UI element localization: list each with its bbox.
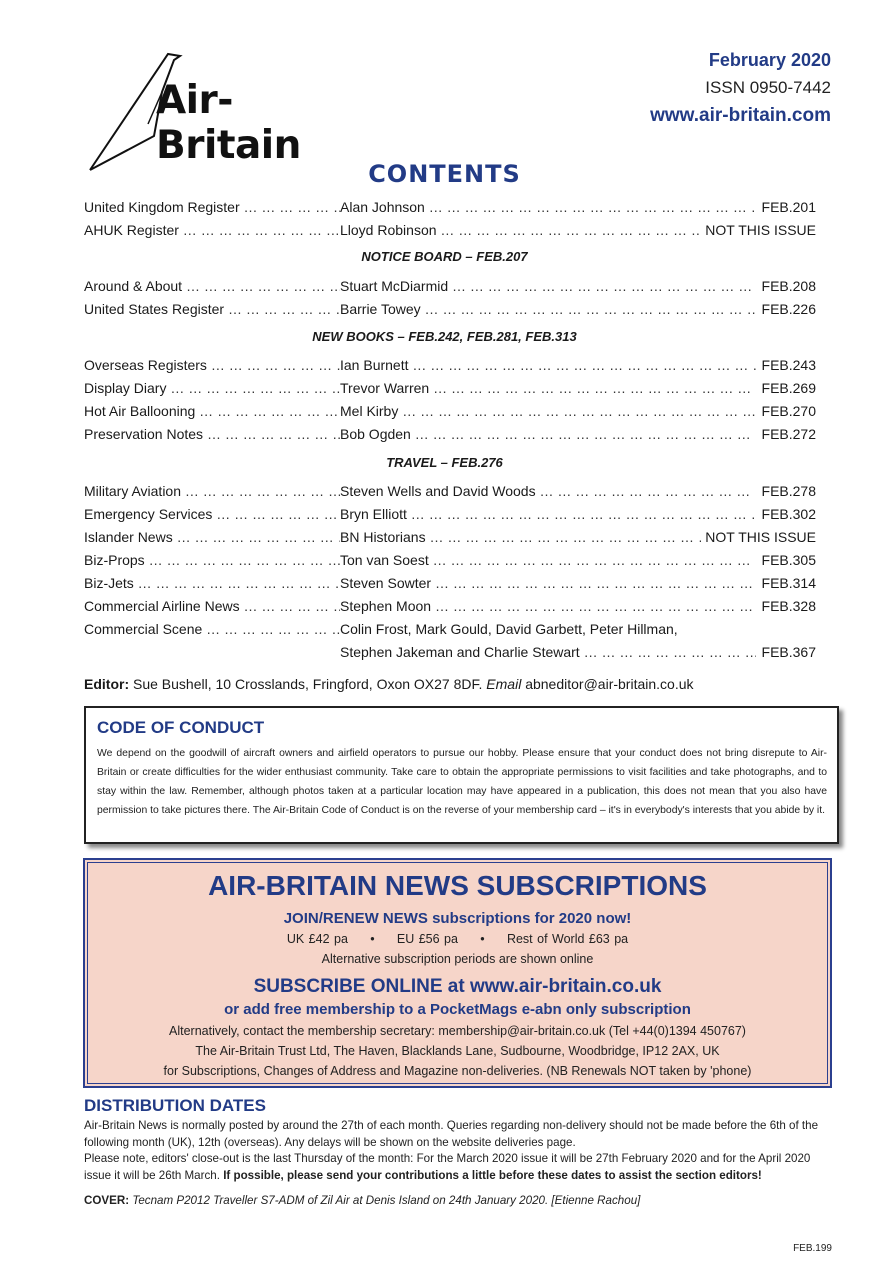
section-author: Colin Frost, Mark Gould, David Garbett, Peter Hillman, [340, 621, 678, 637]
editor-line [84, 676, 694, 692]
closeout-emphasis: If possible, please send your contributions a little before these dates to assist the section editors! [223, 1168, 762, 1182]
section-page: FEB.270 [758, 400, 816, 422]
section-page: FEB.208 [758, 275, 816, 297]
subscriptions-join: JOIN/RENEW NEWS subscriptions for 2020 now! [283, 910, 632, 927]
section-page: FEB.305 [758, 549, 816, 571]
contents-row [84, 275, 816, 297]
section-name: Commercial Airline News … … … … … … … … … … … … … … … … … … … … … … … … [84, 595, 340, 617]
section-name: Commercial Scene … … … … … … … … … … … … … … … … … … … … … … … … [84, 618, 340, 640]
contents-row [84, 219, 816, 241]
issn: ISSN 0950-7442 [705, 78, 831, 97]
section-page: NOT THIS ISSUE [701, 219, 816, 241]
contents-row [84, 298, 816, 320]
section-author: Lloyd Robinson … … … … … … … … … … … … … … … … … … … … … … … … … … … … … … … … … … … … … … … … [340, 219, 756, 241]
distribution-paragraph [84, 1151, 832, 1184]
website-link[interactable]: www.air-britain.com [650, 105, 831, 126]
pocketmags-offer: or add free membership to a PocketMags e-abn only subscription [224, 1001, 691, 1018]
price-rest-of-world: Rest of World £63 pa [506, 932, 629, 946]
distribution-body [84, 1118, 832, 1184]
section-name: Hot Air Ballooning … … … … … … … … … … … … … … … … … … … … … … … … [84, 400, 340, 422]
contents-row [84, 618, 816, 640]
contents-row [84, 503, 816, 525]
membership-contact: Alternatively, contact the membership secretary: membership@air-britain.co.uk (Tel +44(0)1394 450767) [169, 1024, 746, 1038]
code-of-conduct-body: We depend on the goodwill of aircraft owners and airfield operators to pursue our hobby. Please ensure that your conduct does not bring disrepute to Air-Britain or create difficulties for the wider enthusiast community. Take care to obtain the appropriate permissions to visit facilities and take photographs, and to stay within the law. Remember, although photos taken at a particular location may have appeared in a publication, this does not mean that you also have permission to take pictures there. The Air-Britain Code of Conduct is on the reverse of your membership card – it's in everybody's interests that you abide by it. [97, 748, 827, 816]
travel-heading: TRAVEL – FEB.276 [386, 455, 503, 470]
cover-caption [84, 1194, 640, 1207]
contents-row [84, 377, 816, 399]
section-name: Emergency Services … … … … … … … … … … … … … … … … … … … … … … … … [84, 503, 340, 525]
contents-title: CONTENTS [368, 160, 521, 188]
section-author: BN Historians … … … … … … … … … … … … … … … … … … … … … … … … … … … … … … … … … … … … … … … … [340, 526, 756, 548]
page-number: FEB.199 [793, 1243, 832, 1254]
section-author: Mel Kirby … … … … … … … … … … … … … … … … … … … … … … … … … … … … … … … … … … … … … … … … [340, 400, 756, 422]
issue-info [650, 48, 831, 128]
section-name: AHUK Register … … … … … … … … … … … … … … … … … … … … … … … … [84, 219, 340, 241]
contents-row [84, 354, 816, 376]
bullet-separator: • [480, 932, 485, 946]
distribution-title: DISTRIBUTION DATES [84, 1096, 266, 1115]
price-eu: EU £56 pa [396, 932, 458, 946]
subscriptions-note: for Subscriptions, Changes of Address and Magazine non-deliveries. (NB Renewals NOT taken by 'phone) [163, 1064, 752, 1078]
issue-date: February 2020 [708, 50, 831, 70]
distribution-paragraph: Air-Britain News is normally posted by around the 27th of each month. Queries regarding non-delivery should not be made before the 6th of the following month (UK), 12th (overseas). Any delays will be shown on the website deliveries page. [84, 1119, 819, 1149]
subscriptions-box [83, 858, 832, 1088]
section-page: FEB.269 [758, 377, 816, 399]
contents-row [84, 480, 816, 502]
contents-row [84, 595, 816, 617]
section-name: Display Diary … … … … … … … … … … … … … … … … … … … … … … … … [84, 377, 340, 399]
contents-row [84, 423, 816, 445]
section-author: Bob Ogden … … … … … … … … … … … … … … … … … … … … … … … … … … … … … … … … … … … … … … … … [340, 423, 756, 445]
contents-row [84, 572, 816, 594]
logo-text: Air-Britain [156, 78, 301, 168]
editor-address: Sue Bushell, 10 Crosslands, Fringford, Oxon OX27 8DF. [133, 676, 483, 692]
section-name: Biz-Props … … … … … … … … … … … … … … … … … … … … … … … … [84, 549, 340, 571]
notice-board-heading: NOTICE BOARD – FEB.207 [361, 249, 528, 264]
section-page: FEB.367 [758, 641, 816, 663]
section-author: Barrie Towey … … … … … … … … … … … … … … … … … … … … … … … … … … … … … … … … … … … … … … … … [340, 298, 756, 320]
contents-row [84, 641, 816, 663]
editor-label: Editor: [84, 676, 130, 692]
closeout-text: Please note, editors' close-out is the last Thursday of the month: For the March 2020 issue it will be 27th February 2020 and for the April 2020 issue it will be 26th March. [84, 1152, 811, 1182]
subscriptions-title: AIR-BRITAIN NEWS SUBSCRIPTIONS [208, 870, 707, 901]
section-page: NOT THIS ISSUE [701, 526, 816, 548]
section-name: Islander News … … … … … … … … … … … … … … … … … … … … … … … … [84, 526, 340, 548]
subscribe-online-link[interactable]: SUBSCRIBE ONLINE at www.air-britain.co.uk [253, 976, 662, 997]
section-name: Preservation Notes … … … … … … … … … … … … … … … … … … … … … … … … [84, 423, 340, 445]
contents-row [84, 549, 816, 571]
bullet-separator: • [370, 932, 375, 946]
email-label: Email [486, 676, 522, 692]
editor-email[interactable]: abneditor@air-britain.co.uk [525, 676, 694, 692]
section-author: Bryn Elliott … … … … … … … … … … … … … … … … … … … … … … … … … … … … … … … … … … … … … … … … [340, 503, 756, 525]
alternative-periods: Alternative subscription periods are shown online [321, 952, 594, 966]
contents-row [84, 196, 816, 218]
section-name: Military Aviation … … … … … … … … … … … … … … … … … … … … … … … … [84, 480, 340, 502]
section-author: Stephen Moon … … … … … … … … … … … … … … … … … … … … … … … … … … … … … … … … … … … … … … … … [340, 595, 756, 617]
section-page: FEB.314 [758, 572, 816, 594]
section-author: Steven Sowter … … … … … … … … … … … … … … … … … … … … … … … … … … … … … … … … … … … … … … … … [340, 572, 756, 594]
section-author: Ian Burnett … … … … … … … … … … … … … … … … … … … … … … … … … … … … … … … … … … … … … … … … [340, 354, 756, 376]
section-name: Around & About … … … … … … … … … … … … … … … … … … … … … … … … [84, 275, 340, 297]
section-author: Ton van Soest … … … … … … … … … … … … … … … … … … … … … … … … … … … … … … … … … … … … … … … … [340, 549, 756, 571]
section-name: Biz-Jets … … … … … … … … … … … … … … … … … … … … … … … … [84, 572, 340, 594]
section-author: Stephen Jakeman and Charlie Stewart … … … … … … … … … … … … … … … … … … … … … … … … … … … … … … … … … … … … … … … … [340, 641, 756, 663]
section-page: FEB.272 [758, 423, 816, 445]
contents-row [84, 400, 816, 422]
air-britain-logo [88, 52, 338, 174]
new-books-heading: NEW BOOKS – FEB.242, FEB.281, FEB.313 [312, 329, 577, 344]
cover-label: COVER: [84, 1194, 130, 1207]
section-page: FEB.243 [758, 354, 816, 376]
trust-address: The Air-Britain Trust Ltd, The Haven, Blacklands Lane, Sudbourne, Woodbridge, IP12 2AX, UK [195, 1044, 720, 1058]
code-of-conduct-title: CODE OF CONDUCT [97, 718, 265, 737]
section-author: Stuart McDiarmid … … … … … … … … … … … … … … … … … … … … … … … … … … … … … … … … … … … … … … … … [340, 275, 756, 297]
section-page: FEB.278 [758, 480, 816, 502]
distribution-section [84, 1096, 832, 1184]
section-page: FEB.226 [758, 298, 816, 320]
section-name: United States Register … … … … … … … … … … … … … … … … … … … … … … … … [84, 298, 340, 320]
price-uk: UK £42 pa [286, 932, 348, 946]
contents-row [84, 526, 816, 548]
section-page: FEB.302 [758, 503, 816, 525]
cover-text: Tecnam P2012 Traveller S7-ADM of Zil Air at Denis Island on 24th January 2020. [Etienne Rachou] [132, 1194, 641, 1207]
code-of-conduct-box [84, 706, 839, 844]
section-page: FEB.328 [758, 595, 816, 617]
section-author: Trevor Warren … … … … … … … … … … … … … … … … … … … … … … … … … … … … … … … … … … … … … … … … [340, 377, 756, 399]
section-name: Overseas Registers … … … … … … … … … … … … … … … … … … … … … … … … [84, 354, 340, 376]
section-author: Alan Johnson … … … … … … … … … … … … … … … … … … … … … … … … … … … … … … … … … … … … … … … … [340, 196, 756, 218]
section-author: Steven Wells and David Woods … … … … … … … … … … … … … … … … … … … … … … … … … … … … … … … … … … … … … … … … [340, 480, 756, 502]
subscription-prices [85, 932, 830, 946]
section-name: United Kingdom Register … … … … … … … … … … … … … … … … … … … … … … … … [84, 196, 340, 218]
section-page: FEB.201 [758, 196, 816, 218]
